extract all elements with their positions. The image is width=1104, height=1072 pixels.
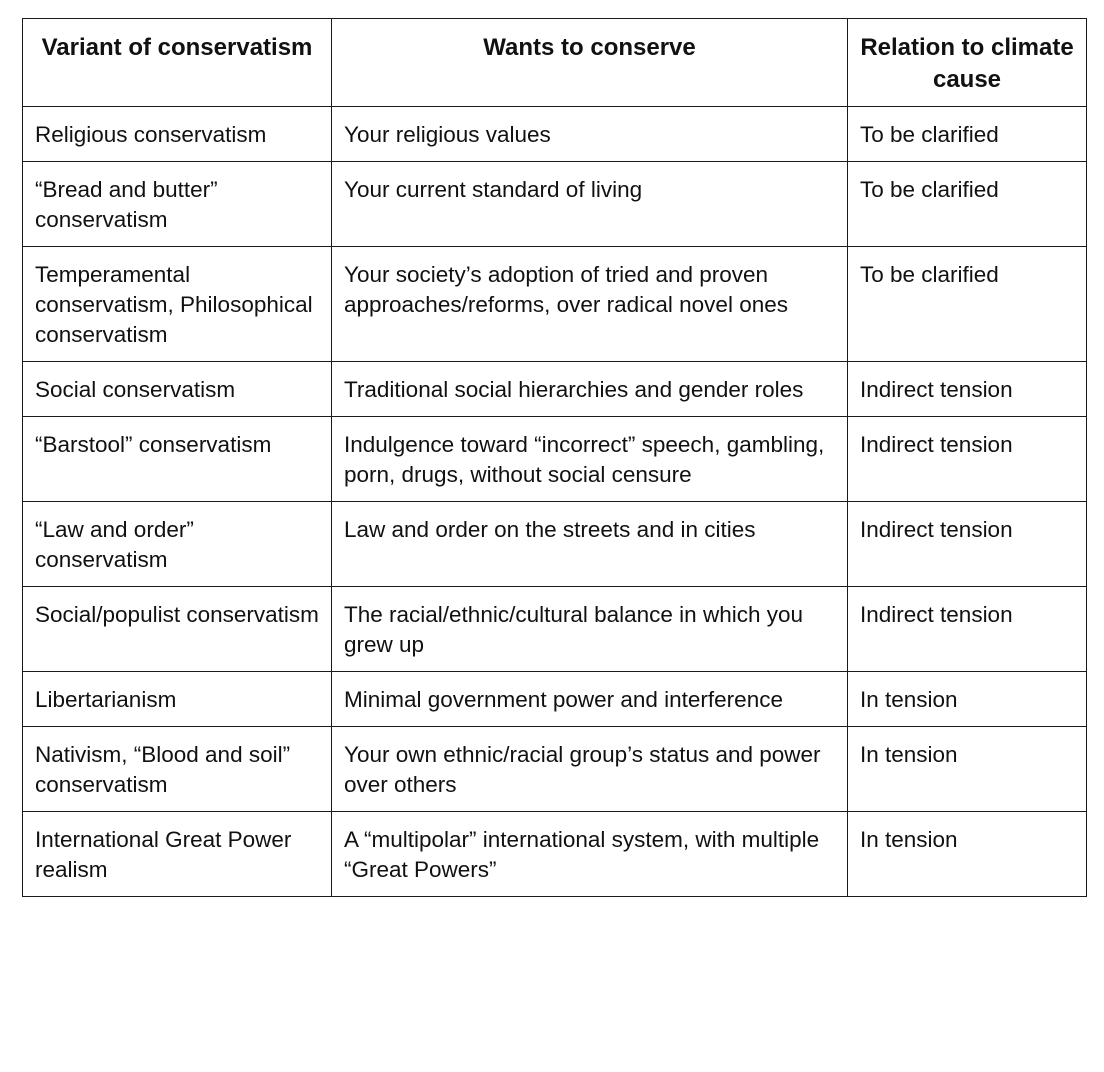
cell-variant: Social/populist conservatism — [23, 587, 332, 672]
cell-conserve: Your current standard of living — [332, 162, 848, 247]
cell-relation: To be clarified — [848, 247, 1087, 362]
cell-relation: To be clarified — [848, 107, 1087, 162]
cell-relation: To be clarified — [848, 162, 1087, 247]
conservatism-table — [22, 18, 1087, 897]
table-body — [23, 107, 1087, 897]
table-header — [23, 19, 1087, 107]
cell-conserve: Your religious values — [332, 107, 848, 162]
header-wants-to-conserve: Wants to conserve — [332, 19, 848, 107]
cell-variant: Libertarianism — [23, 672, 332, 727]
cell-conserve: Your own ethnic/racial group’s status and power over others — [332, 727, 848, 812]
cell-relation: In tension — [848, 727, 1087, 812]
table-row — [23, 247, 1087, 362]
cell-conserve: Law and order on the streets and in cities — [332, 502, 848, 587]
table-row — [23, 417, 1087, 502]
table-row — [23, 587, 1087, 672]
cell-conserve: The racial/ethnic/cultural balance in which you grew up — [332, 587, 848, 672]
table-row — [23, 502, 1087, 587]
table-row — [23, 107, 1087, 162]
cell-conserve: Minimal government power and interference — [332, 672, 848, 727]
cell-conserve: Your society’s adoption of tried and proven approaches/reforms, over radical novel ones — [332, 247, 848, 362]
table-row — [23, 727, 1087, 812]
header-relation-to-climate: Relation to climate cause — [848, 19, 1087, 107]
cell-variant: Religious conservatism — [23, 107, 332, 162]
cell-relation: Indirect tension — [848, 362, 1087, 417]
cell-relation: Indirect tension — [848, 502, 1087, 587]
header-row — [23, 19, 1087, 107]
table-row — [23, 812, 1087, 897]
cell-variant: International Great Power realism — [23, 812, 332, 897]
cell-variant: “Barstool” conservatism — [23, 417, 332, 502]
cell-relation: Indirect tension — [848, 417, 1087, 502]
cell-conserve: A “multipolar” international system, with multiple “Great Powers” — [332, 812, 848, 897]
cell-variant: Temperamental conservatism, Philosophical conservatism — [23, 247, 332, 362]
cell-relation: Indirect tension — [848, 587, 1087, 672]
cell-conserve: Traditional social hierarchies and gender roles — [332, 362, 848, 417]
cell-variant: Nativism, “Blood and soil” conservatism — [23, 727, 332, 812]
cell-variant: Social conservatism — [23, 362, 332, 417]
cell-variant: “Bread and butter” conservatism — [23, 162, 332, 247]
cell-relation: In tension — [848, 812, 1087, 897]
table-row — [23, 362, 1087, 417]
cell-conserve: Indulgence toward “incorrect” speech, gambling, porn, drugs, without social censure — [332, 417, 848, 502]
table-row — [23, 672, 1087, 727]
cell-variant: “Law and order” conservatism — [23, 502, 332, 587]
cell-relation: In tension — [848, 672, 1087, 727]
table-row — [23, 162, 1087, 247]
header-variant: Variant of conservatism — [23, 19, 332, 107]
